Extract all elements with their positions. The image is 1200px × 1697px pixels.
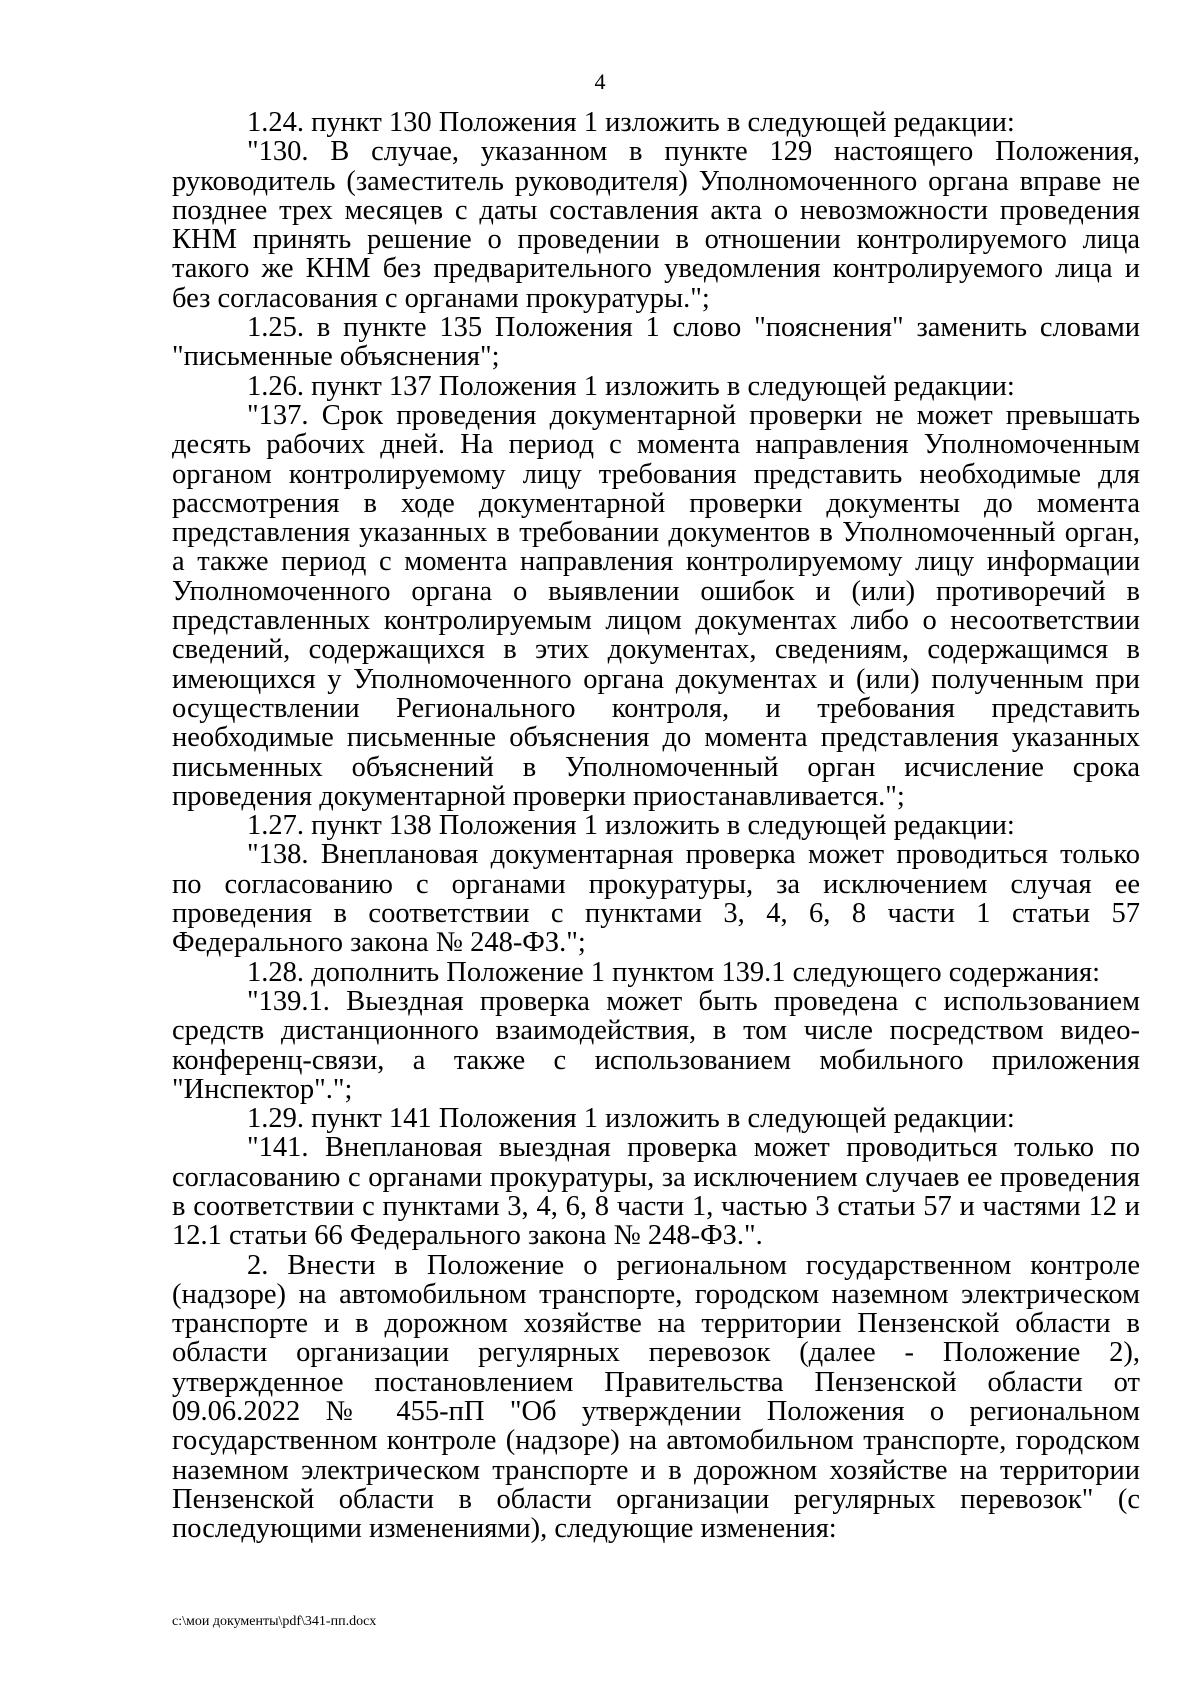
paragraph-137-quote: "137. Срок проведения документарной проверки не может превышать десять рабочих дней. На период с момента направления Уполномоченным органом контролируемому лицу требования представить необходимые для рассмотрения в ходе документарной проверки документы до момента представления указанных в требовании документов в Уполномоченный орган, а также период с момента направления контролируемому лицу информации Уполномоченного органа о выявлении ошибок и (или) противоречий в представленных контролируемым лицом документах либо о несоответствии сведений, содержащихся в этих документах, сведениям, содержащимся в имеющихся у Уполномоченного органа документах и (или) полученным при осуществлении Регионального контроля, и требования представить необходимые письменные объяснения до момента представления указанных письменных объяснений в Уполномоченный орган исчисление срока проведения документарной проверки приостанавливается."; [172,399,1140,812]
paragraph-2: 2. Внести в Положение о региональном государственном контроле (надзоре) на автомобильном транспорте, городском наземном электрическом транспорте и в дорожном хозяйстве на территории Пензенской области в области организации регулярных перевозок (далее - Положение 2), утвержденное постановлением Правительства Пензенской области от 09.06.2022 № 455-пП "Об утверждении Положения о региональном государственном контроле (надзоре) на автомобильном транспорте, городском наземном электрическом транспорте и в дорожном хозяйстве на территории Пензенской области в области организации регулярных перевозок" (с последующими изменениями), следующие изменения: [172,1249,1140,1545]
footer-file-path: c:\мои документы\pdf\341-пп.docx [172,1614,377,1629]
paragraph-1-28: 1.28. дополнить Положение 1 пунктом 139.1 следующего содержания: [247,956,1101,988]
paragraph-138-quote: "138. Внеплановая документарная проверка может проводиться только по согласованию с органами прокуратуры, за исключением случая ее проведения в соответствии с пунктами 3, 4, 6, 8 части 1 статьи 57 Федерального закона № 248-ФЗ."; [172,839,1140,959]
paragraph-1-29: 1.29. пункт 141 Положения 1 изложить в следующей редакции: [247,1103,1015,1135]
paragraph-139-1-quote: "139.1. Выездная проверка может быть проведена с использованием средств дистанционного взаимодействия, в том числе посредством видео-конференц-связи, а также с использованием мобильного приложения "Инспектор"."; [172,985,1140,1105]
paragraph-1-27: 1.27. пункт 138 Положения 1 изложить в следующей редакции: [247,810,1015,842]
paragraph-1-26: 1.26. пункт 137 Положения 1 изложить в следующей редакции: [247,370,1015,402]
document-body [172,108,1140,1544]
paragraph-1-24: 1.24. пункт 130 Положения 1 изложить в следующей редакции: [247,107,1015,138]
paragraph-130-quote: "130. В случае, указанном в пункте 129 настоящего Положения, руководитель (заместитель руководителя) Уполномоченного органа вправе не позднее трех месяцев с даты составления акта о невозможности проведения КНМ принять решение о проведении в отношении контролируемого лица такого же КНМ без предварительного уведомления контролируемого лица и без согласования с органами прокуратуры."; [172,136,1140,314]
page-number: 4 [594,69,606,94]
paragraph-1-25: 1.25. в пункте 135 Положения 1 слово "пояснения" заменить словами "письменные объяснения"; [172,312,1140,373]
paragraph-141-quote: "141. Внеплановая выездная проверка может проводиться только по согласованию с органами прокуратуры, за исключением случаев ее проведения в соответствии с пунктами 3, 4, 6, 8 части 1, частью 3 статьи 57 и частями 12 и 12.1 статьи 66 Федерального закона № 248-ФЗ.". [172,1132,1140,1252]
